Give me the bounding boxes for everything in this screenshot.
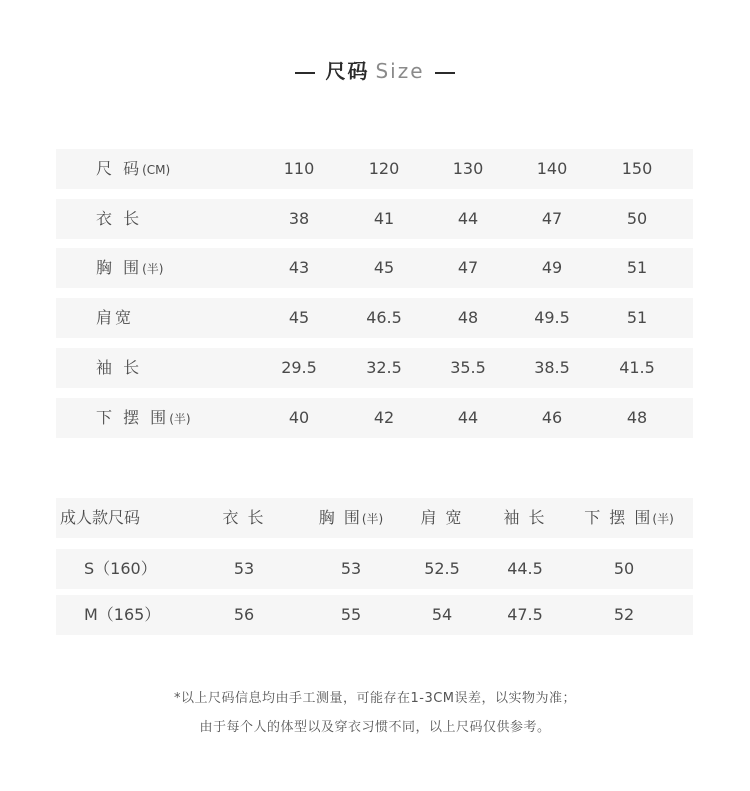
kids-row-chest <box>56 248 693 288</box>
table-cell: 40 <box>288 408 310 427</box>
table-cell: 52 <box>613 605 635 624</box>
adult-header-hem: 下 摆 围(半) <box>584 508 674 527</box>
table-cell: 45 <box>373 258 395 277</box>
table-cell: 50 <box>626 209 648 228</box>
title-right-dash <box>435 72 455 74</box>
kids-size-140: 140 <box>536 159 568 178</box>
kids-row-length <box>56 199 693 239</box>
kids-size-120: 120 <box>368 159 400 178</box>
kids-size-110: 110 <box>283 159 315 178</box>
row-label: 肩宽 <box>96 308 135 327</box>
kids-header-row <box>56 149 693 189</box>
adult-header-sleeve: 袖 长 <box>503 508 547 527</box>
table-cell: 38 <box>288 209 310 228</box>
table-cell: 41.5 <box>619 358 655 377</box>
kids-row-shoulder <box>56 298 693 338</box>
title-zh: 尺码 <box>325 59 370 83</box>
row-label: 袖 长 <box>96 358 143 377</box>
table-cell: 47 <box>541 209 563 228</box>
table-cell: 53 <box>233 559 255 578</box>
adult-header-length: 衣 长 <box>222 508 266 527</box>
table-cell: 56 <box>233 605 255 624</box>
kids-size-150: 150 <box>621 159 653 178</box>
size-title <box>0 54 750 88</box>
kids-row-sleeve <box>56 348 693 388</box>
table-cell: 48 <box>457 308 479 327</box>
table-cell: 44 <box>457 408 479 427</box>
adult-header-size: 成人款尺码 <box>59 508 140 527</box>
row-label: 下 摆 围(半) <box>96 408 191 427</box>
note-measurement: *以上尺码信息均由手工测量，可能存在1-3CM误差，以实物为准； <box>173 691 577 706</box>
adult-size-label: M（165） <box>84 605 161 624</box>
table-cell: 41 <box>373 209 395 228</box>
table-cell: 45 <box>288 308 310 327</box>
table-cell: 47 <box>457 258 479 277</box>
table-cell: 38.5 <box>534 358 570 377</box>
table-cell: 35.5 <box>450 358 486 377</box>
adult-header-row <box>56 498 693 538</box>
table-cell: 48 <box>626 408 648 427</box>
table-cell: 51 <box>626 308 648 327</box>
note-reference: 由于每个人的体型以及穿衣习惯不同，以上尺码仅供参考。 <box>199 720 551 735</box>
adult-size-label: S（160） <box>84 559 157 578</box>
table-cell: 44.5 <box>507 559 543 578</box>
table-cell: 53 <box>340 559 362 578</box>
table-cell: 42 <box>373 408 395 427</box>
table-cell: 55 <box>340 605 362 624</box>
table-cell: 51 <box>626 258 648 277</box>
adult-row-m <box>56 595 693 635</box>
adult-header-shoulder: 肩 宽 <box>420 508 464 527</box>
kids-header-label: 尺 码(CM) <box>96 159 171 178</box>
table-cell: 54 <box>431 605 453 624</box>
title-en: Size <box>375 59 425 83</box>
table-cell: 49 <box>541 258 563 277</box>
row-label: 胸 围(半) <box>96 258 164 277</box>
adult-row-s <box>56 549 693 589</box>
table-cell: 52.5 <box>424 559 460 578</box>
table-cell: 44 <box>457 209 479 228</box>
table-cell: 46.5 <box>366 308 402 327</box>
adult-header-chest: 胸 围(半) <box>318 508 384 527</box>
row-label: 衣 长 <box>96 209 143 228</box>
table-cell: 49.5 <box>534 308 570 327</box>
table-cell: 29.5 <box>281 358 317 377</box>
table-cell: 46 <box>541 408 563 427</box>
kids-row-hem <box>56 398 693 438</box>
kids-size-130: 130 <box>452 159 484 178</box>
title-left-dash <box>295 72 315 74</box>
table-cell: 32.5 <box>366 358 402 377</box>
table-cell: 47.5 <box>507 605 543 624</box>
table-cell: 43 <box>288 258 310 277</box>
table-cell: 50 <box>613 559 635 578</box>
